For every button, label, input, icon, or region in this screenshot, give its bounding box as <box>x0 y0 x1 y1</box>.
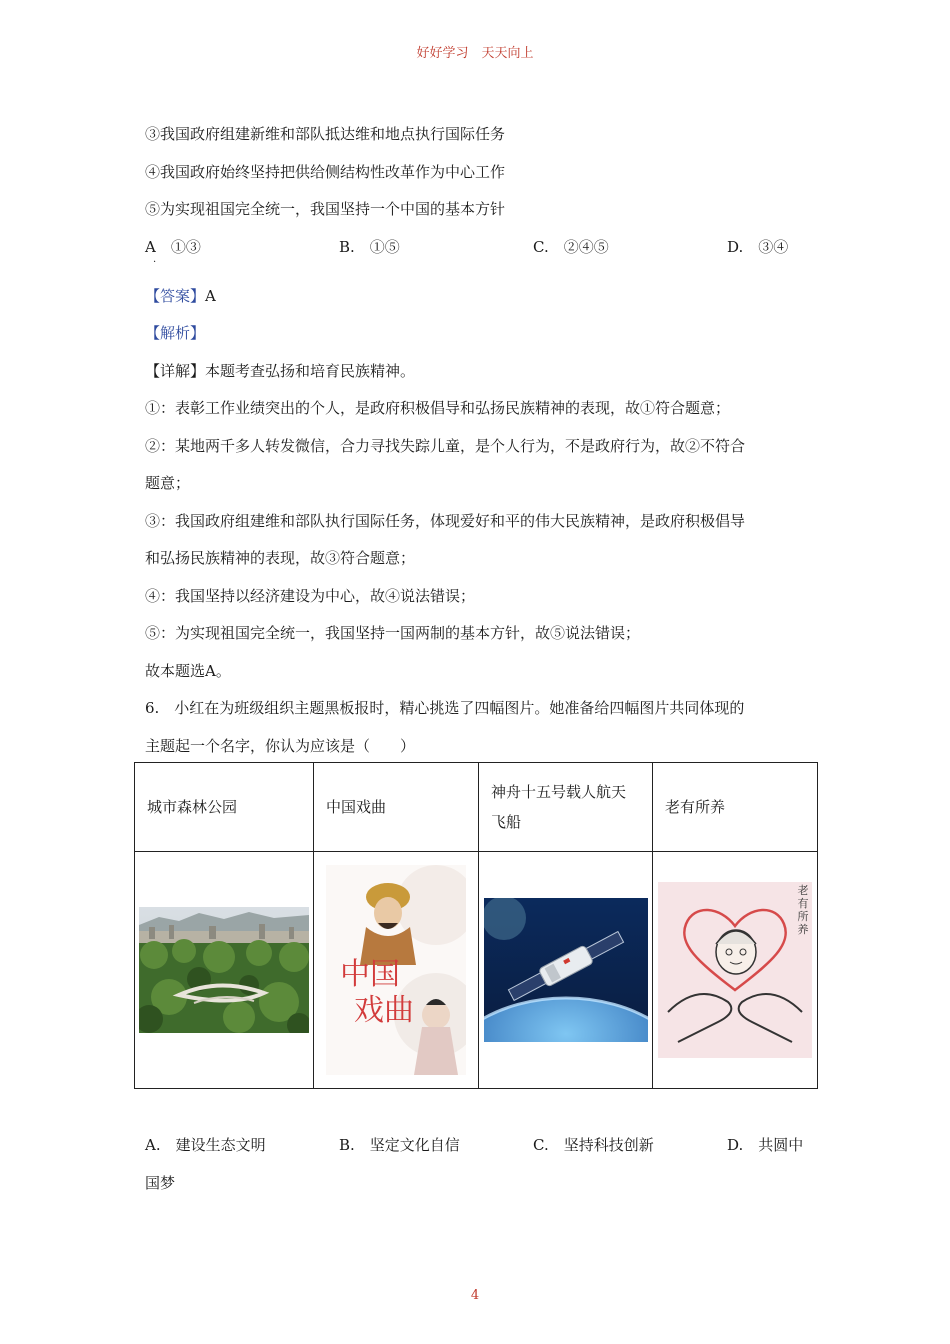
detail-label: 【详解】 <box>145 362 206 380</box>
page-header: 好好学习 天天向上 <box>416 46 534 61</box>
cell-opera-image <box>314 852 479 1089</box>
q6-option-c: C. 坚持科技创新 <box>533 1136 654 1154</box>
q5-option-dot: . <box>153 254 157 265</box>
conclusion: 故本题选A。 <box>145 662 231 680</box>
opera-poster <box>326 865 466 1075</box>
elderly-artwork <box>658 882 812 1058</box>
answer-label: 【答案】 <box>145 287 206 305</box>
shenzhou-spacecraft-image <box>484 898 648 1042</box>
opera-title-line2: 戏曲 <box>354 993 414 1028</box>
q6-picture-table <box>134 762 818 1089</box>
cell-shenzhou-line1: 神舟十五号载人航天 <box>491 783 627 801</box>
cell-shenzhou-line2: 飞船 <box>491 813 522 831</box>
cell-forest-image <box>135 852 314 1089</box>
detail-line <box>145 361 415 381</box>
cell-shenzhou <box>479 763 653 852</box>
explanation-3a: ③：我国政府组建维和部队执行国际任务，体现爱好和平的伟大民族精神，是政府积极倡导 <box>145 512 746 530</box>
cell-elderly-image <box>653 852 818 1089</box>
q5-option-a: A ①③ <box>145 238 201 256</box>
q5-option-b: B. ①⑤ <box>339 238 400 256</box>
table-image-row <box>135 852 818 1089</box>
q5-option-d: D. ③④ <box>727 238 789 256</box>
answer-line <box>145 286 216 306</box>
option-line-4: ④我国政府始终坚持把供给侧结构性改革作为中心工作 <box>145 163 506 181</box>
q5-option-c: C. ②④⑤ <box>533 238 609 256</box>
elderly-poster-text: 老有所养 <box>797 884 809 936</box>
analysis-label: 【解析】 <box>145 324 206 342</box>
opera-title-line1: 中国 <box>340 957 400 992</box>
cell-forest-park: 城市森林公园 <box>135 763 314 852</box>
answer-value: A <box>205 287 216 305</box>
page-number: 4 <box>470 1288 480 1303</box>
q6-option-d-continued: 国梦 <box>145 1174 176 1192</box>
explanation-2a: ②：某地两千多人转发微信，合力寻找失踪儿童，是个人行为，不是政府行为，故②不符合 <box>145 437 746 455</box>
q6-option-d: D. 共圆中 <box>727 1136 804 1154</box>
detail-text: 本题考查弘扬和培育民族精神。 <box>205 362 416 380</box>
option-line-5: ⑤为实现祖国完全统一，我国坚持一个中国的基本方针 <box>145 200 506 218</box>
explanation-1: ①：表彰工作业绩突出的个人，是政府积极倡导和弘扬民族精神的表现，故①符合题意； <box>145 399 731 417</box>
q6-option-b: B. 坚定文化自信 <box>339 1136 460 1154</box>
option-line-3: ③我国政府组建新维和部队抵达维和地点执行国际任务 <box>145 125 506 143</box>
q6-stem-2: 主题起一个名字，你认为应该是（ ） <box>145 737 416 755</box>
explanation-2b: 题意； <box>145 474 191 492</box>
cell-chinese-opera: 中国戏曲 <box>314 763 479 852</box>
explanation-4: ④：我国坚持以经济建设为中心，故④说法错误； <box>145 587 476 605</box>
forest-park-image <box>139 907 309 1033</box>
cell-elderly-care: 老有所养 <box>653 763 818 852</box>
elderly-poster <box>658 882 812 1058</box>
cell-shenzhou-image <box>479 852 653 1089</box>
q6-stem-1: 6. 小红在为班级组织主题黑板报时，精心挑选了四幅图片。她准备给四幅图片共同体现的 <box>145 699 745 717</box>
table-header-row <box>135 763 818 852</box>
q6-option-a: A. 建设生态文明 <box>145 1136 266 1154</box>
explanation-3b: 和弘扬民族精神的表现，故③符合题意； <box>145 549 416 567</box>
explanation-5: ⑤：为实现祖国完全统一，我国坚持一国两制的基本方针，故⑤说法错误； <box>145 624 641 642</box>
